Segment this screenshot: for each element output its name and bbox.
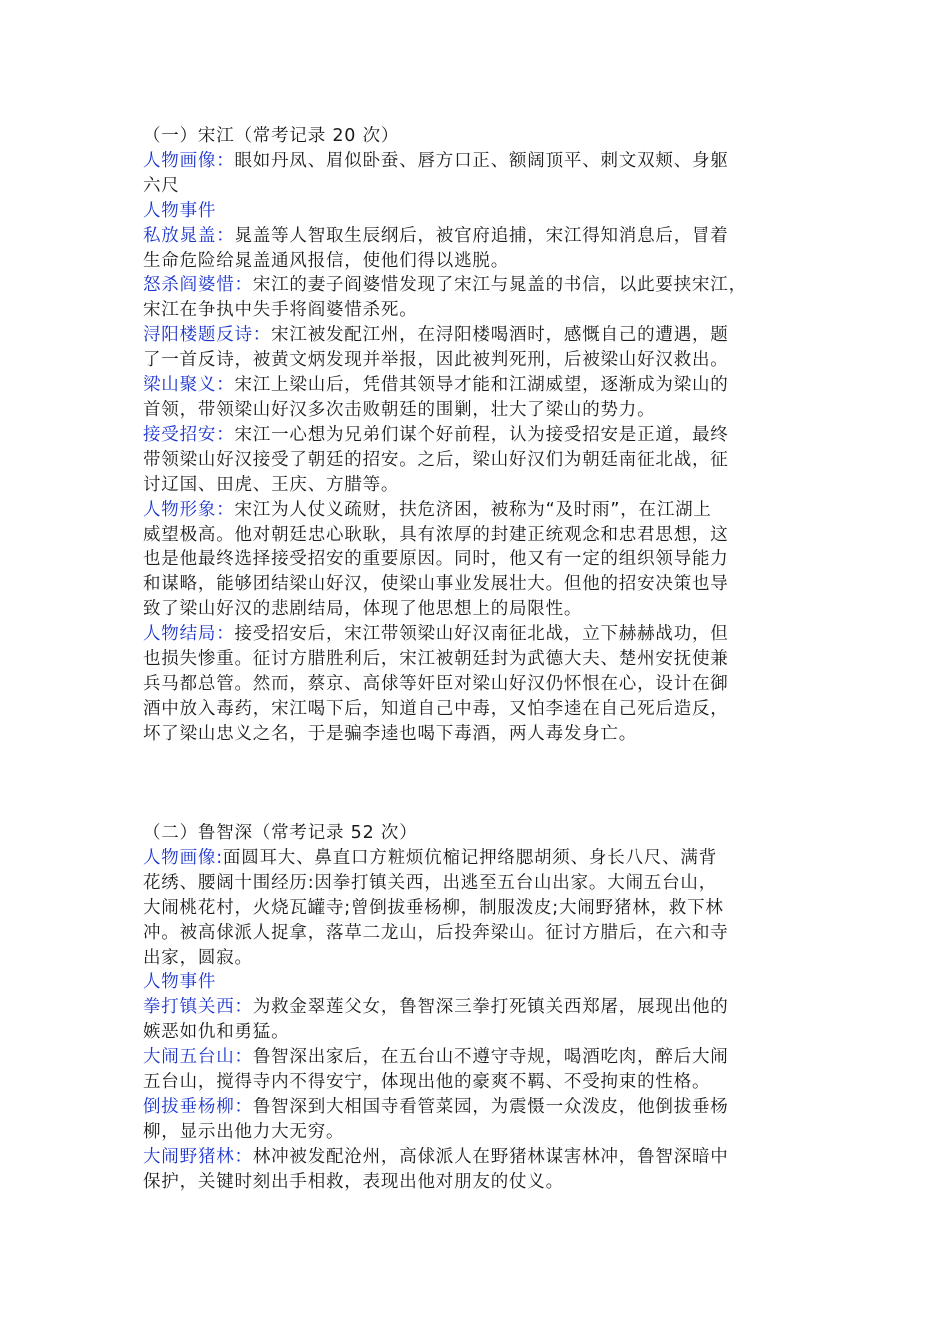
entry-line (143, 622, 825, 647)
entry-label: 人物结局： (143, 624, 235, 645)
portrait-text: 花绣、腰阔十围经历:因拳打镇关西，出逃至五台山出家。大闹五台山， (143, 872, 717, 893)
portrait-label: 人物画像: (143, 847, 223, 868)
entry-label: 大闹五台山： (143, 1047, 253, 1068)
entry-text: 首领，带领梁山好汉多次击败朝廷的围剿，壮大了梁山的势力。 (143, 399, 656, 420)
entry-text: 兵马都总管。然而，蔡京、高俅等奸臣对梁山好汉仍怀恨在心，设计在御 (143, 673, 729, 694)
entry-text: 宋江上梁山后，凭借其领导才能和江湖威望，逐渐成为梁山的 (234, 375, 729, 396)
entry-line (143, 1095, 825, 1120)
entry-line (143, 995, 825, 1020)
entry-label: 梁山聚义： (143, 375, 235, 396)
entry-text: 讨辽国、田虎、王庆、方腊等。 (143, 474, 400, 495)
entry-text: 宋江一心想为兄弟们谋个好前程，认为接受招安是正道，最终 (234, 424, 729, 445)
entry-line (143, 273, 825, 298)
entry-line (143, 1045, 825, 1070)
entry-label: 浔阳楼题反诗： (143, 325, 272, 346)
entry-text: 威望极高。他对朝廷忠心耿耿，具有浓厚的封建正统观念和忠君思想，这 (143, 524, 729, 545)
entry-text: 和谋略，能够团结梁山好汉，使梁山事业发展壮大。但他的招安决策也导 (143, 574, 729, 595)
portrait-text-part2: 六尺 (143, 175, 180, 196)
entry-text: 宋江被发配江州，在浔阳楼喝酒时，感慨自己的遭遇，题 (271, 325, 729, 346)
section-heading: （二）鲁智深（常考记录 52 次） (143, 823, 418, 843)
entry-line (143, 423, 825, 448)
entry-line (143, 323, 825, 348)
entry-text: 宋江为人仗义疏财，扶危济困，被称为“及时雨”，在江湖上 (234, 499, 712, 520)
portrait-text: 出家，圆寂。 (143, 947, 253, 968)
portrait-text: 面圆耳大、鼻直口方粧烦伉樎记押络腮胡须、身长八尺、满背 (222, 847, 718, 868)
entry-line (143, 498, 825, 523)
entry-label: 拳打镇关西： (143, 997, 253, 1018)
entry-line (143, 1145, 825, 1170)
entry-text: 宋江在争执中失手将阎婆惜杀死。 (143, 300, 418, 321)
entry-text: 也是他最终选择接受招安的重要原因。同时，他又有一定的组织领导能力 (143, 549, 729, 570)
events-heading: 人物事件 (143, 200, 217, 221)
section-heading: （一）宋江（常考记录 20 次） (143, 126, 400, 146)
entry-text: 鲁智深出家后，在五台山不遵守寺规，喝酒吃肉，醉后大闹 (252, 1047, 729, 1068)
entry-text: 林冲被发配沧州，高俅派人在野猪林谋害林冲，鲁智深暗中 (252, 1146, 729, 1167)
entry-text: 坏了梁山忠义之名，于是骗李逵也喝下毒酒，两人毒发身亡。 (143, 723, 638, 744)
entry-text: 生命危险给晁盖通风报信，使他们得以逃脱。 (143, 250, 509, 271)
entry-label: 倒拔垂杨柳： (143, 1096, 253, 1117)
section-lu-zhishen (143, 821, 825, 1195)
entry-text: 带领梁山好汉接受了朝廷的招安。之后，梁山好汉们为朝廷南征北战，征 (143, 449, 729, 470)
portrait-text: 冲。被高俅派人捉拿，落草二龙山，后投奔梁山。征讨方腊后，在六和寺 (143, 922, 729, 943)
entry-text: 宋江的妻子阎婆惜发现了宋江与晁盖的书信，以此要挟宋江， (252, 275, 747, 296)
portrait-text: 大闹桃花村，火烧瓦罐寺;曾倒拔垂杨柳，制服泼皮;大闹野猪林，救下林 (143, 897, 724, 918)
entry-text: 五台山，搅得寺内不得安宁，体现出他的豪爽不羁、不受拘束的性格。 (143, 1072, 711, 1093)
entry-text: 晁盖等人智取生辰纲后，被官府追捕，宋江得知消息后，冒着 (234, 225, 729, 246)
entry-text: 了一首反诗，被黄文炳发现并举报，因此被判死刑，后被梁山好汉救出。 (143, 350, 729, 371)
entry-text: 保护，关键时刻出手相救，表现出他对朋友的仗义。 (143, 1171, 564, 1192)
portrait-label: 人物画像： (143, 150, 235, 171)
entry-label: 人物形象： (143, 499, 235, 520)
entry-label: 大闹野猪林： (143, 1146, 253, 1167)
entry-text: 鲁智深到大相国寺看管菜园，为震慑一众泼皮，他倒拔垂杨 (252, 1096, 729, 1117)
entry-text: 嫉恶如仇和勇猛。 (143, 1022, 290, 1043)
entry-label: 接受招安： (143, 424, 235, 445)
entry-text: 致了梁山好汉的悲剧结局，体现了他思想上的局限性。 (143, 599, 583, 620)
entry-label: 私放晁盖： (143, 225, 235, 246)
entry-text: 接受招安后，宋江带领梁山好汉南征北战，立下赫赫战功，但 (234, 624, 729, 645)
entry-text: 柳，显示出他力大无穷。 (143, 1121, 345, 1142)
entry-text: 也损失惨重。征讨方腊胜利后，宋江被朝廷封为武德大夫、楚州安抚使兼 (143, 649, 729, 670)
portrait-text-part1: 眼如丹凤、眉似卧蚕、唇方口正、额阔顶平、刺文双颊、身躯 (234, 150, 729, 171)
entry-line (143, 224, 825, 249)
events-heading: 人物事件 (143, 972, 217, 993)
section-song-jiang (143, 124, 825, 747)
portrait-line (143, 149, 825, 174)
entry-line (143, 373, 825, 398)
entry-text: 为救金翠莲父女，鲁智深三拳打死镇关西郑屠，展现出他的 (252, 997, 729, 1018)
entry-text: 酒中放入毒药，宋江喝下后，知道自己中毒，又怕李逵在自己死后造反， (143, 698, 729, 719)
entry-label: 怒杀阎婆惜： (143, 275, 253, 296)
portrait-line (143, 846, 825, 871)
